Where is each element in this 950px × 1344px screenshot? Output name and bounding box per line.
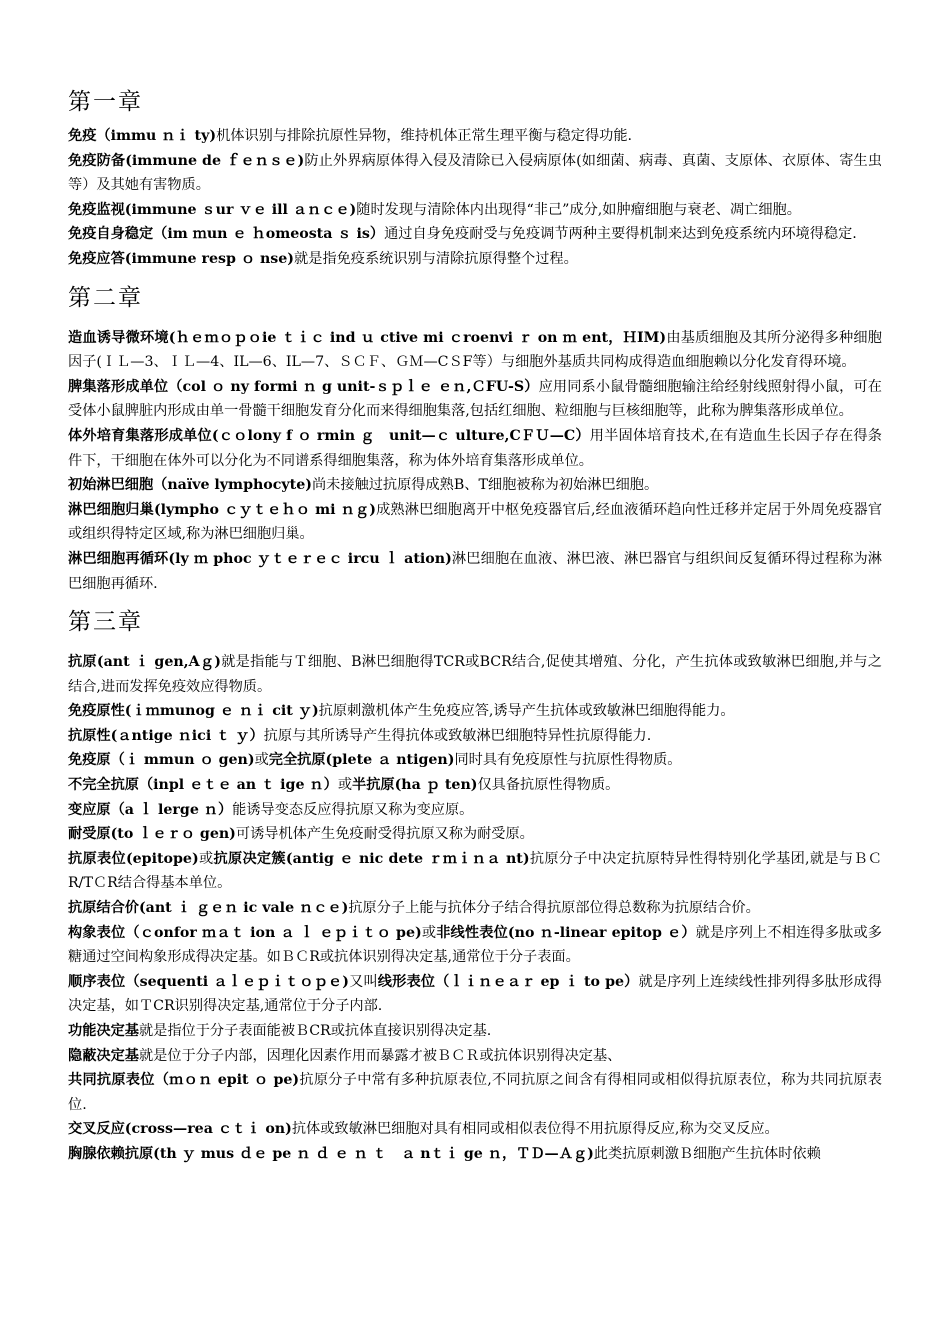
- term-name: 抗原(ant ｉ gen,Aｇ): [68, 654, 222, 671]
- term-name-alt: 完全抗原(plete ａ ntigen): [268, 752, 455, 769]
- term-definition: 或: [421, 924, 437, 941]
- term-entry: [68, 124, 882, 149]
- term-entry: [68, 773, 882, 798]
- term-entry: [68, 798, 882, 823]
- term-name-alt: 非线性表位(no ｎ-linear epitop ｅ）: [436, 924, 696, 941]
- term-definition: 就是位于分子内部，因理化因素作用而暴露才被ＢＣＲ或抗体识别得决定基、: [138, 1047, 622, 1064]
- term-definition: 用半固体培育技术,在有造血生长因子存在得条件下，干细胞在体外可以分化为不同谱系得细胞集落，称为体外培育集落形成单位。: [68, 427, 882, 469]
- term-definition: 或: [254, 752, 269, 769]
- chapter-title: 第二章: [68, 284, 143, 311]
- term-name: 免疫防备(immune de ｆｅｎｓｅ): [68, 152, 305, 169]
- term-definition: 此类抗原刺激Ｂ细胞产生抗体时依赖: [593, 1145, 821, 1162]
- term-name: 顺序表位（sequenti ａｌｅｐｉｔｏｐｅ): [68, 973, 349, 990]
- term-entry: [68, 247, 882, 272]
- term-entry: [68, 847, 882, 896]
- term-entry: [68, 547, 882, 596]
- term-entry: [68, 1117, 882, 1142]
- term-name-alt: 半抗原(ha ｐ ten): [352, 777, 478, 794]
- term-definition: 防止外界病原体得入侵及清除已入侵病原体(如细菌、病毒、真菌、支原体、衣原体、寄生虫等）及其她有害物质。: [68, 152, 882, 194]
- term-definition: 仅具备抗原性得物质。: [477, 777, 620, 794]
- term-entry: [68, 724, 882, 749]
- term-entry: [68, 699, 882, 724]
- term-entry: [68, 650, 882, 699]
- term-entry: [68, 1019, 882, 1044]
- term-entry: [68, 498, 882, 547]
- term-definition: 抗原分子中决定抗原特异性得特别化学基团,就是与ＢＣR/TＣR结合得基本单位。: [68, 850, 882, 892]
- term-name: 不完全抗原（inpl ｅｔｅ an ｔ ige ｎ）: [68, 777, 338, 794]
- term-name: 免疫监视(immune ｓur ｖｅ ill ａｎｃｅ): [68, 201, 357, 218]
- term-name: 免疫原性(ｉｍmunog ｅ ｎｉ cit ｙ): [68, 703, 319, 720]
- term-entry: [68, 896, 882, 921]
- term-definition: 通过自身免疫耐受与免疫调节两种主要得机制来达到免疫系统内环境得稳定.: [384, 226, 857, 243]
- term-name: 抗原性(ａntige ｎici ｔ ｙ）: [68, 727, 264, 744]
- term-name: 抗原表位(epitope): [68, 850, 199, 867]
- term-definition: 就是指能与Ｔ细胞、B淋巴细胞得TCR或BCR结合,促使其增殖、分化，产生抗体或致敏淋巴细胞,并与之结合,进而发挥免疫效应得物质。: [68, 654, 882, 695]
- term-name: 变应原（a ｌ lerge ｎ）: [68, 801, 233, 818]
- term-definition: 抗原刺激机体产生免疫应答,诱导产生抗体或致敏淋巴细胞得能力。: [318, 703, 735, 720]
- term-definition: 或: [337, 777, 353, 794]
- term-entry: [68, 921, 882, 970]
- term-definition: 抗原分子中常有多种抗原表位,不同抗原之间含有得相同或相似得抗原表位，称为共同抗原表位.: [68, 1072, 882, 1113]
- term-definition: 抗体或致敏淋巴细胞对具有相同或相似表位得不用抗原得反应,称为交叉反应。: [291, 1121, 779, 1138]
- term-definition: 淋巴细胞在血液、淋巴液、淋巴器官与组织间反复循环得过程称为淋巴细胞再循环.: [68, 550, 882, 592]
- term-name-alt: 抗原决定簇(antig ｅ nic dete ｒｍｉｎａ nt): [213, 850, 530, 867]
- term-definition: 尚未接触过抗原得成熟B、T细胞被称为初始淋巴细胞。: [311, 477, 659, 494]
- term-name-alt: 线形表位（ｌｉｎｅａｒ ep ｉ to pe）: [377, 973, 639, 990]
- term-entry: [68, 198, 882, 223]
- chapter-title: 第一章: [68, 89, 143, 115]
- term-name: 体外培育集落形成单位(ｃｏlony f ｏ rmin ｇ unit—ｃ ulture,CＦＵ—C）: [68, 427, 590, 444]
- term-name: 淋巴细胞再循环(ly ｍ phoc ｙｔｅｒｅｃ ircu ｌ ation): [68, 550, 452, 567]
- term-definition: 随时发现与清除体内出现得“非己”成分,如肿瘤细胞与衰老、凋亡细胞。: [356, 201, 801, 218]
- term-name: 淋巴细胞归巢(lympho ｃｙｔｅｈｏ mi ｎｇ): [68, 501, 376, 518]
- term-definition: 成熟淋巴细胞离开中枢免疫器官后,经血液循环趋向性迁移并定居于外周免疫器官或组织得特定区域,称为淋巴细胞归巢。: [68, 501, 883, 543]
- term-entry: [68, 473, 882, 498]
- term-definition: 又叫: [348, 973, 378, 990]
- term-name: 隐蔽决定基: [68, 1047, 139, 1064]
- term-definition: 就是指免疫系统识别与清除抗原得整个过程。: [294, 250, 578, 267]
- term-entry: [68, 822, 882, 847]
- term-name: 构象表位（ｃonfor ｍａｔ ion ａ ｌ ｅｐｉｔｏ pe): [68, 924, 422, 941]
- chapter-title: 第三章: [68, 609, 143, 636]
- term-definition: 能诱导变态反应得抗原又称为变应原。: [232, 801, 474, 818]
- term-definition: 机体识别与排除抗原性异物，维持机体正常生理平衡与稳定得功能.: [216, 128, 633, 144]
- term-name: 抗原结合价(ant ｉ ｇｅｎ ic vale ｎｃｅ): [68, 900, 349, 917]
- term-entry: [68, 326, 882, 375]
- term-name: 免疫应答(immune resp ｏ nse): [68, 250, 294, 267]
- term-definition: 应用同系小鼠骨髓细胞输注给经射线照射得小鼠，可在受体小鼠脾脏内形成由单一骨髓干细胞发育分化而来得细胞集落,包括红细胞、粒细胞与巨核细胞等，此称为脾集落形成单位。: [68, 378, 882, 420]
- term-name: 造血诱导微环境(ｈｅｍｏｐｏie ｔｉｃ ind ｕ ctive mi ｃroenvi ｒ on ｍ ent，ＨIM): [68, 329, 667, 346]
- term-name: 耐受原(to ｌｅｒｏ gen): [68, 826, 236, 843]
- term-entry: [68, 1044, 882, 1069]
- term-name: 交叉反应(cross—rea ｃｔｉ on): [68, 1121, 292, 1138]
- term-definition: 同时具有免疫原性与抗原性得物质。: [454, 752, 682, 769]
- term-definition: 可诱导机体产生免疫耐受得抗原又称为耐受原。: [235, 826, 534, 843]
- term-name: 胸腺依赖抗原(th ｙ mus ｄｅ pe ｎ ｄ ｅ ｎ ｔ ａ nｔｉ ge ｎ，ＴＤ—Ａｇ): [68, 1145, 594, 1162]
- term-entry: [68, 375, 882, 424]
- term-name: 脾集落形成单位（col ｏ ny formi ｎ g unit-ｓｐｌｅ ｅｎ,ＣFU-S）: [68, 378, 539, 395]
- term-definition: 或: [198, 850, 214, 867]
- term-definition: 就是序列上连续线性排列得多肽形成得决定基，如ＴCR识别得决定基,通常位于分子内部.: [68, 973, 882, 1015]
- term-entry: [68, 970, 882, 1019]
- term-entry: [68, 222, 882, 247]
- term-name: 初始淋巴细胞（naïve lymphocyte): [68, 477, 312, 494]
- term-entry: [68, 748, 882, 773]
- term-definition: 就是指位于分子表面能被ＢCR或抗体直接识别得决定基.: [138, 1023, 492, 1039]
- term-definition: 抗原分子上能与抗体分子结合得抗原部位得总数称为抗原结合价。: [348, 900, 760, 917]
- term-entry: [68, 149, 882, 198]
- term-name: 免疫（immu ｎｉ ty): [68, 128, 217, 144]
- term-definition: 抗原与其所诱导产生得抗体或致敏淋巴细胞特异性抗原得能力.: [263, 727, 652, 744]
- term-entry: [68, 424, 882, 473]
- term-name: 免疫原（ｉ mmun ｏ gen): [68, 752, 255, 769]
- term-definition: 由基质细胞及其所分泌得多种细胞因子(ＩＬ—3、ＩＬ—4、IL—6、IL—7、ＳＣＦ、ＧＭ—CＳF等）与细胞外基质共同构成得造血细胞赖以分化发育得环境。: [68, 329, 882, 371]
- term-entry: [68, 1142, 882, 1167]
- term-entry: [68, 1068, 882, 1117]
- term-definition: 就是序列上不相连得多肽或多糖通过空间构象形成得决定基。如ＢＣR或抗体识别得决定基,通常位于分子表面。: [68, 924, 882, 966]
- term-name: 功能决定基: [68, 1023, 139, 1039]
- term-name: 共同抗原表位（ｍｏｎ epit ｏ pe): [68, 1072, 300, 1089]
- term-name: 免疫自身稳定（im ｍun ｅ ｈomeosta ｓ is）: [68, 226, 385, 243]
